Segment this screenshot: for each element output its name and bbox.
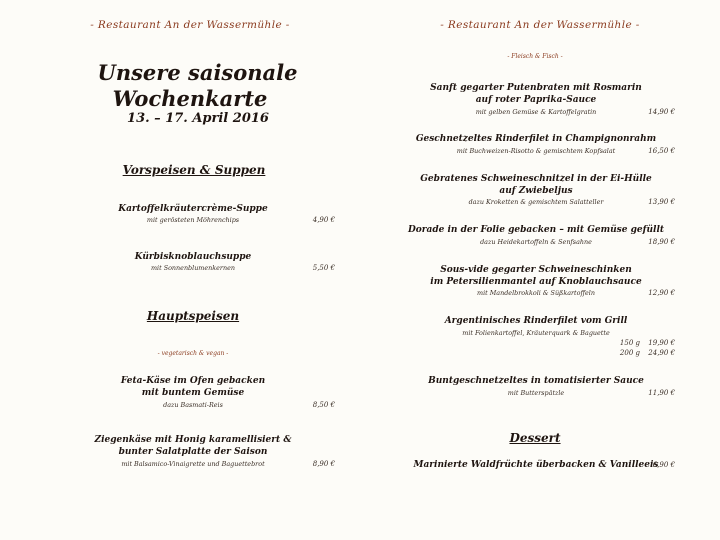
dish-name-line1: Gebratenes Schweineschnitzel in der Ei-Hülle [420, 174, 652, 184]
dish-name-line1: Ziegenkäse mit Honig karamellisiert & [94, 435, 292, 445]
dish-name-line2: auf Zwiebeljus [499, 186, 573, 196]
dish-name: Dorade in der Folie gebacken – mit Gemüse gefüllt [407, 225, 665, 235]
subcategory-label: - vegetarisch & vegan - [157, 350, 229, 357]
dish-description: dazu Kroketten & gemischtem Salatteller [468, 198, 604, 206]
section-title-starters: Vorspeisen & Suppen [122, 163, 266, 177]
dish-description: mit Buchweizen-Risotto & gemischtem Kopfsalat [456, 147, 616, 155]
restaurant-header: - Restaurant An der Wassermühle - [440, 19, 640, 31]
dish-price: 14,90 € [648, 108, 675, 116]
dish-price: 12,90 € [648, 289, 675, 297]
dish-price: 16,50 € [648, 147, 675, 155]
date-range: 13. – 17. April 2016 [127, 111, 269, 126]
dish-price: 13,90 € [648, 198, 675, 206]
dish-name-line1: Sanft gegarter Putenbraten mit Rosmarin [430, 83, 642, 93]
dish-name: Argentinisches Rinderfilet vom Grill [444, 316, 628, 326]
right-page [370, 0, 720, 540]
dish-description: mit Mandelbrokkoli & Süßkartoffeln [477, 289, 595, 297]
dish-price: 5,50 € [312, 264, 335, 272]
portion-weight: 150 g [619, 339, 640, 347]
dish-name: Buntgeschnetzeltes in tomatisierter Sauce [428, 376, 644, 386]
dish-name-line2: bunter Salatplatte der Saison [118, 447, 268, 457]
dish-price: 8,90 € [312, 460, 335, 468]
dish-name: Kürbisknoblauchsuppe [134, 252, 252, 262]
dish-price: 6,90 € [652, 461, 675, 469]
dish-name-line2: mit buntem Gemüse [141, 388, 245, 398]
portion-price: 19,90 € [648, 339, 675, 347]
dish-description: mit Butterspätzle [507, 389, 565, 397]
dish-description: mit gelben Gemüse & Kartoffelgratin [475, 108, 597, 116]
portion-price: 24,90 € [648, 349, 675, 357]
dish-description: dazu Basmati-Reis [163, 401, 223, 409]
dish-description: mit Folienkartoffel, Kräuterquark & Baguette [462, 329, 610, 337]
dish-name-line2: auf roter Paprika-Sauce [475, 95, 597, 105]
dish-name-line1: Sous-vide gegarter Schweineschinken [440, 265, 632, 275]
dish-price: 18,90 € [648, 238, 675, 246]
dish-description: mit gerösteten Möhrenchips [146, 216, 240, 224]
dish-description: mit Sonnenblumenkernen [151, 264, 235, 272]
dish-name: Kartoffelkräutercrème-Suppe [118, 204, 268, 214]
dish-price: 4,90 € [312, 216, 335, 224]
page-title-line1: Unsere saisonale [97, 60, 298, 85]
dish-name: Marinierte Waldfrüchte überbacken & Vanilleeis [413, 460, 659, 470]
dish-name: Geschnetzeltes Rinderfilet in Champignonrahm [415, 134, 657, 144]
restaurant-header: - Restaurant An der Wassermühle - [90, 19, 290, 31]
page-title-line2: Wochenkarte [112, 86, 268, 111]
dish-price: 11,90 € [648, 389, 675, 397]
dish-price: 8,50 € [312, 401, 335, 409]
dish-name-line1: Feta-Käse im Ofen gebacken [120, 376, 266, 386]
dish-name-line2: im Petersilienmantel auf Knoblauchsauce [430, 277, 642, 287]
section-title-dessert: Dessert [509, 431, 561, 445]
portion-weight: 200 g [619, 349, 640, 357]
section-title-mains: Hauptspeisen [146, 309, 240, 323]
dish-description: mit Balsamico-Vinaigrette und Baguettebrot [121, 460, 265, 468]
subcategory-label: - Fleisch & Fisch - [507, 53, 563, 60]
dish-description: dazu Heidekartoffeln & Senfsahne [480, 238, 592, 246]
